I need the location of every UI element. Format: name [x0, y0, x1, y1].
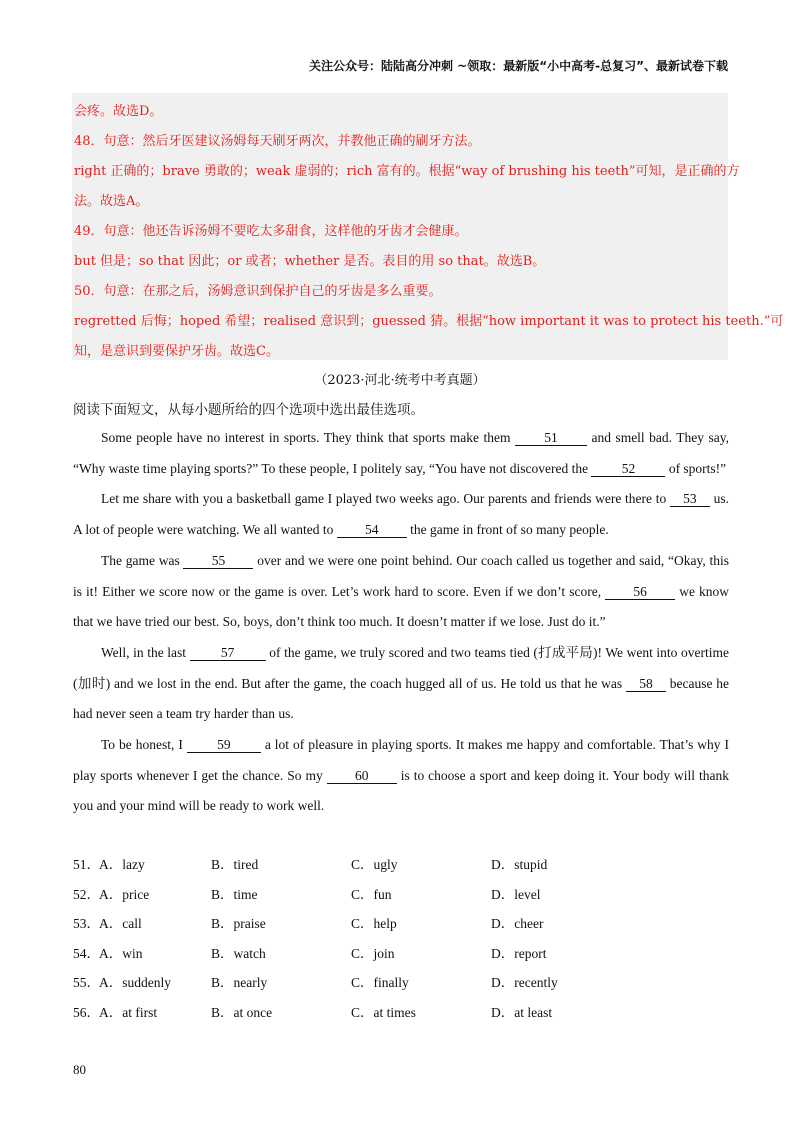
blank-54[interactable]: 54 [337, 522, 407, 538]
blank-56[interactable]: 56 [605, 584, 675, 600]
answer-line: 会疼。故选D。 [74, 104, 163, 119]
option-d[interactable]: D．report [491, 945, 547, 961]
passage-text: we know that we have tried our best. So, boys, don’t think too much. It doesn’t matter if we lose. Just do it.” [73, 583, 729, 630]
answer-line: right 正确的；brave 勇敢的；weak 虚弱的；rich 富有的。根据“way of brushing his teeth”可知，是正确的方 [74, 164, 740, 179]
passage-paragraph [73, 638, 729, 730]
option-d[interactable]: D．level [491, 886, 541, 902]
instruction-text: 阅读下面短文，从每小题所给的四个选项中选出最佳选项。 [73, 402, 424, 418]
blank-58[interactable]: 58 [626, 676, 666, 692]
option-c[interactable]: C．at times [351, 1004, 416, 1020]
answer-explanation-box [72, 93, 784, 360]
cloze-passage [73, 423, 729, 822]
option-row-56 [73, 1001, 733, 1031]
answer-line: regretted 后悔；hoped 希望；realised 意识到；guessed 猜。根据“how important it was to protect his teeth.”可 [74, 314, 784, 329]
answer-line: 50．句意：在那之后，汤姆意识到保护自己的牙齿是多么重要。 [74, 284, 442, 299]
passage-paragraph [73, 730, 729, 822]
passage-text: over and we were one point behind. Our coach called us together and said, “Okay, this is it! Either we score now or the game is over. Let’s work hard to score. Even if we don’t score, [73, 552, 730, 599]
option-a[interactable]: A．call [99, 916, 142, 932]
option-row-55 [73, 971, 733, 1001]
question-number: 55． [73, 975, 100, 991]
question-number: 53． [73, 916, 100, 932]
option-d[interactable]: D．recently [491, 975, 558, 991]
option-b[interactable]: B．praise [211, 916, 266, 932]
option-b[interactable]: B．watch [211, 945, 266, 961]
passage-text: us. A lot of people were watching. We all wanted to [73, 491, 729, 538]
answer-line: 48．句意：然后牙医建议汤姆每天刷牙两次，并教他正确的刷牙方法。 [74, 134, 481, 149]
passage-text: a lot of pleasure in playing sports. It makes me happy and comfortable. That’s why I play sports whenever I get the chance. So my [73, 737, 730, 783]
blank-55[interactable]: 55 [183, 553, 253, 569]
passage-text: is to choose a sport and keep doing it. Your body will thank you and your mind will be ready to work well. [73, 767, 730, 814]
passage-paragraph [73, 546, 729, 638]
page-number: 80 [73, 1062, 86, 1077]
option-c[interactable]: C．join [351, 945, 395, 961]
passage-text: Let me share with you a basketball game I played two weeks ago. Our parents and friends were there to [101, 491, 667, 507]
option-c[interactable]: C．help [351, 916, 397, 932]
passage-text: of sports!” [668, 460, 727, 476]
option-c[interactable]: C．ugly [351, 857, 398, 872]
blank-52[interactable]: 52 [591, 461, 665, 477]
question-number: 54． [73, 945, 100, 961]
passage-text: Well, in the last [101, 644, 187, 660]
option-b[interactable]: B．at once [211, 1004, 273, 1020]
blank-57[interactable]: 57 [190, 645, 266, 661]
option-b[interactable]: B．time [211, 886, 258, 902]
blank-59[interactable]: 59 [187, 737, 261, 753]
option-d[interactable]: D．cheer [491, 916, 544, 932]
question-number: 51． [73, 857, 100, 872]
option-a[interactable]: A．at first [99, 1004, 158, 1020]
blank-53[interactable]: 53 [670, 491, 710, 507]
passage-text: and smell bad. They say, “Why waste time playing sports?” To these people, I politely say, “You have not discovered the [73, 430, 730, 476]
option-row-51 [73, 853, 733, 883]
option-row-53 [73, 912, 733, 942]
answer-line: 49．句意：他还告诉汤姆不要吃太多甜食，这样他的牙齿才会健康。 [74, 224, 468, 239]
passage-text: because he had never seen a team try harder than us. [73, 675, 730, 722]
option-a[interactable]: A．suddenly [99, 975, 171, 991]
option-c[interactable]: C．finally [351, 975, 409, 991]
option-a[interactable]: A．lazy [99, 857, 145, 872]
question-number: 56． [73, 1004, 100, 1020]
passage-paragraph [73, 423, 729, 484]
option-b[interactable]: B．nearly [211, 975, 268, 991]
answer-options [73, 853, 733, 1031]
option-b[interactable]: B．tired [211, 857, 259, 872]
option-row-54 [73, 942, 733, 972]
passage-text: the game in front of so many people. [410, 522, 609, 538]
answer-line: 知，是意识到要保护牙齿。故选C。 [74, 344, 279, 359]
option-d[interactable]: D．stupid [491, 857, 548, 872]
answer-line: 法。故选A。 [74, 194, 149, 209]
page-header: 关注公众号：陆陆高分冲刺 ~领取：最新版“小中高考-总复习”、最新试卷下载 [309, 59, 728, 73]
blank-51[interactable]: 51 [515, 430, 587, 446]
passage-text: of the game, we truly scored and two teams tied (打成平局)! We went into overtime (加时) and we lost in the end. But after the game, the coach hugged all of us. He told us that he was [73, 644, 729, 691]
option-d[interactable]: D．at least [491, 1004, 553, 1020]
question-number: 52． [73, 886, 100, 902]
option-a[interactable]: A．win [99, 945, 143, 961]
passage-text: The game was [101, 552, 180, 568]
question-source: （2023·河北·统考中考真题） [314, 373, 486, 388]
option-row-52 [73, 883, 733, 913]
passage-text: To be honest, I [101, 737, 183, 753]
blank-60[interactable]: 60 [327, 768, 397, 784]
passage-paragraph [73, 484, 729, 545]
option-c[interactable]: C．fun [351, 886, 392, 902]
option-a[interactable]: A．price [99, 886, 150, 902]
passage-text: Some people have no interest in sports. They think that sports make them [101, 430, 511, 445]
answer-line: but 但是；so that 因此；or 或者；whether 是否。表目的用 so that。故选B。 [74, 254, 546, 269]
